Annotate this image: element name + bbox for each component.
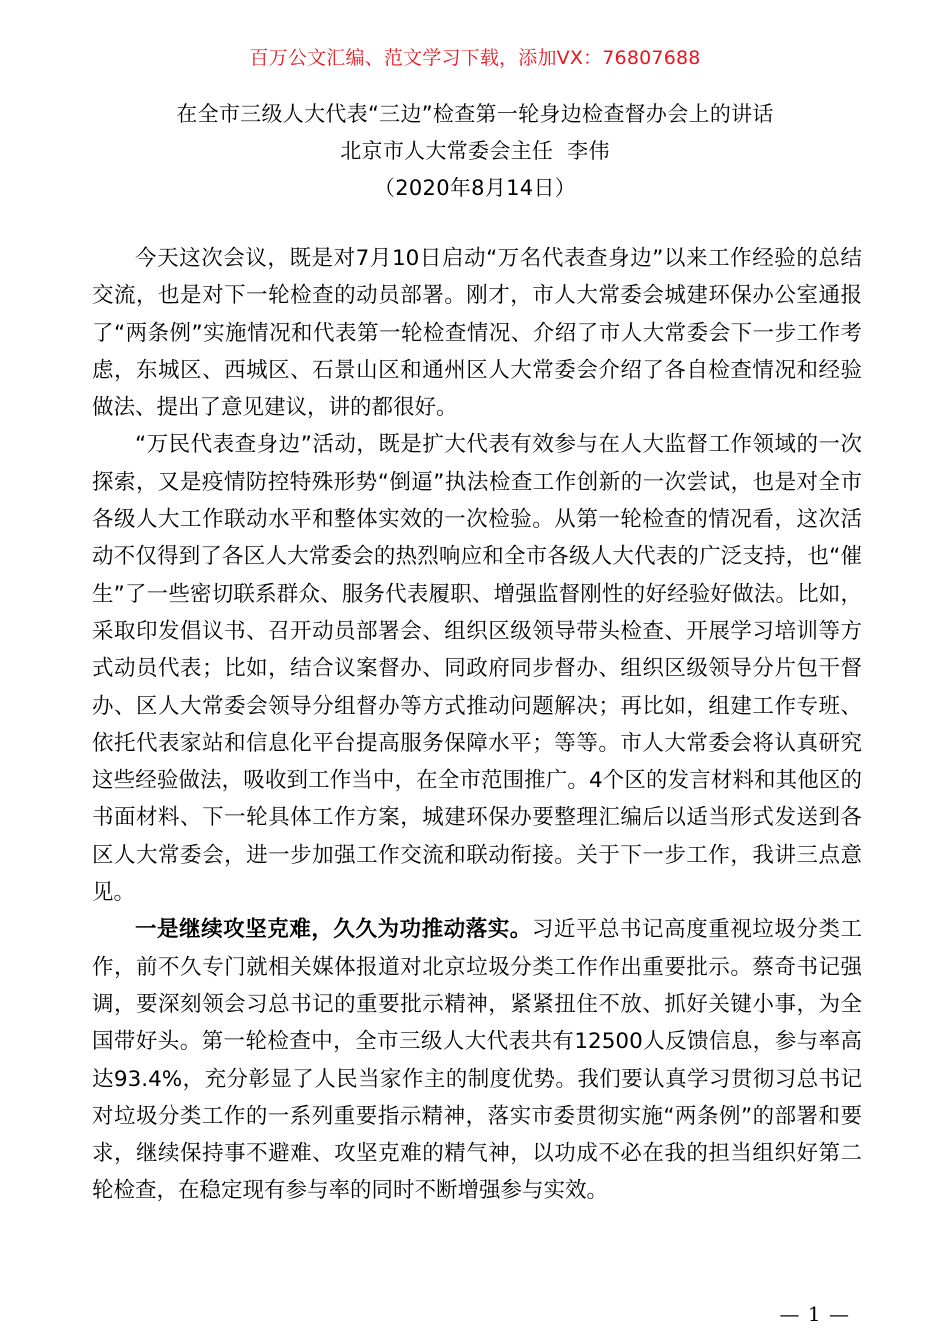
body-paragraph-1: 今天这次会议，既是对7月10日启动“万名代表查身边”以来工作经验的总结交流，也是对下一轮检查的动员部署。刚才，市人大常委会城建环保办公室通报了“两条例”实施情况和代表第一轮检查情况、介绍了市人大常委会下一步工作考虑，东城区、西城区、石景山区和通州区人大常委会介绍了各自检查情况和经验做法、提出了意见建议，讲的都很好。: [92, 246, 862, 421]
point-one-text: 习近平总书记高度重视垃圾分类工作，前不久专门就相关媒体报道对北京垃圾分类工作作出重要批示。蔡奇书记强调，要深刻领会习总书记的重要批示精神，紧紧扭住不放、抓好关键小事，为全国带好头。第一轮检查中，全市三级人大代表共有12500人反馈信息，参与率高达93.4%，充分彰显了人民当家作主的制度优势。我们要认真学习贯彻习总书记对垃圾分类工作的一系列重要指示精神，落实市委贯彻实施“两条例”的部署和要求，继续保持事不避难、攻坚克难的精气神，以功成不必在我的担当组织好第二轮检查，在稳定现有参与率的同时不断增强参与实效。: [92, 917, 862, 1204]
body-paragraph-2: “万民代表查身边”活动，既是扩大代表有效参与在人大监督工作领域的一次探索，又是疫情防控特殊形势“倒逼”执法检查工作创新的一次尝试，也是对全市各级人大工作联动水平和整体实效的一次检验。从第一轮检查的情况看，这次活动不仅得到了各区人大常委会的热烈响应和全市各级人大代表的广泛支持，也“催生”了一些密切联系群众、服务代表履职、增强监督刚性的好经验好做法。比如，采取印发倡议书、召开动员部署会、组织区级领导带头检查、开展学习培训等方式动员代表；比如，结合议案督办、同政府同步督办、组织区级领导分片包干督办、区人大常委会领导分组督办等方式推动问题解决；再比如，组建工作专班、依托代表家站和信息化平台提高服务保障水平；等等。市人大常委会将认真研究这些经验做法，吸收到工作当中，在全市范围推广。4个区的发言材料和其他区的书面材料、下一轮具体工作方案，城建环保办要整理汇编后以适当形式发送到各区人大常委会，进一步加强工作交流和联动衔接。关于下一步工作，我讲三点意见。: [92, 432, 862, 906]
point-one-heading: 一是继续攻坚克难，久久为功推动落实。: [135, 917, 532, 943]
document-author: 北京市人大常委会主任 李伟: [340, 139, 610, 163]
document-title: 在全市三级人大代表“三边”检查第一轮身边检查督办会上的讲话: [176, 102, 774, 126]
document-body: [92, 240, 862, 1210]
body-paragraph-3: [92, 911, 862, 1209]
header-watermark: 百万公文汇编、范文学习下载，添加VX：76807688: [249, 47, 701, 69]
document-date: （2020年8月14日）: [373, 176, 577, 200]
page-number: — 1 —: [779, 1302, 850, 1326]
title-block: [0, 96, 950, 207]
